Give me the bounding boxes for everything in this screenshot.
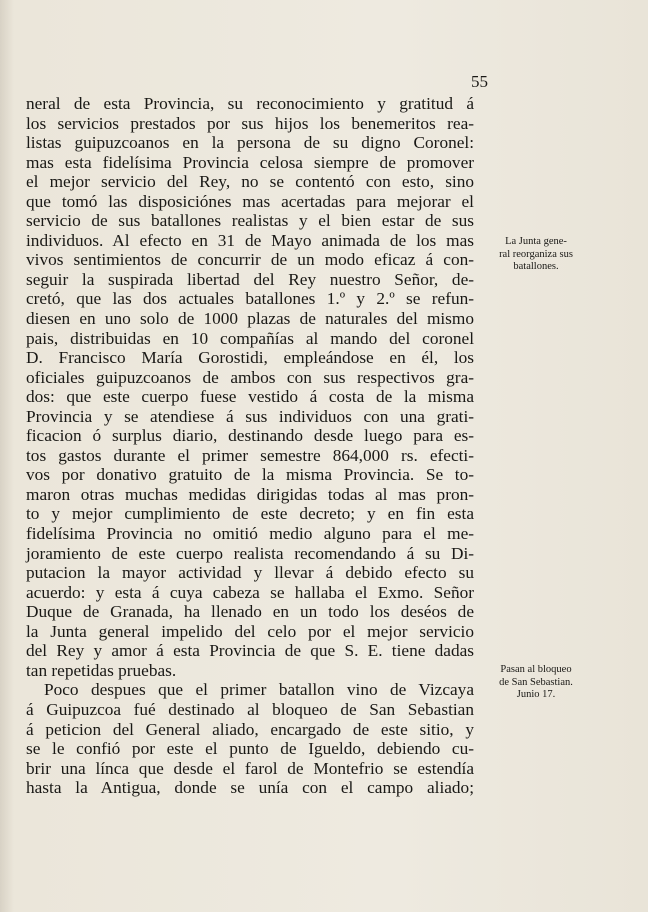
text-line: tos gastos durante el primer semestre 864,000 rs. efecti- [26, 445, 474, 465]
text-line: brir una línca que desde el farol de Montefrio se estendía [26, 758, 474, 778]
margin-note-line: ral reorganiza sus [499, 248, 573, 260]
text-line: vos por donativo gratuito de la misma Provincia. Se to- [26, 465, 474, 485]
text-line: putacion la mayor actividad y llevar á debido efecto su [26, 563, 474, 583]
text-line: seguir la suspirada libertad del Rey nuestro Señor, de- [26, 269, 474, 289]
text-line: acuerdo: y esta á cuya cabeza se hallaba el Exmo. Señor [26, 582, 474, 602]
margin-note-line: batallones. [513, 261, 559, 272]
text-line: diesen en uno solo de 1000 plazas de naturales del mismo [26, 309, 474, 329]
text-line: los servicios prestados por sus hijos los benemeritos rea- [26, 113, 474, 133]
text-line: pais, distribuidas en 10 compañías al mando del coronel [26, 328, 474, 348]
margin-note-line: Pasan al bloqueo [500, 664, 572, 675]
margin-note-junta [480, 236, 592, 274]
text-line: D. Francisco María Gorostidi, empleándose en él, los [26, 348, 474, 368]
text-line: Provincia y se atendiese á sus individuos con una grati- [26, 406, 474, 426]
text-line: fidelísima Provincia no omitió medio alguno para el me- [26, 524, 474, 544]
text-line: vivos sentimientos de concurrir de un modo eficaz á con- [26, 250, 474, 270]
text-line: individuos. Al efecto en 31 de Mayo animada de los mas [26, 230, 474, 250]
text-line: joramiento de este cuerpo realista recomendando á su Di- [26, 543, 474, 563]
text-line: del Rey y amor á esta Provincia de que S. E. tiene dadas [26, 641, 474, 661]
margin-note-line: de San Sebastian. [499, 676, 573, 688]
text-line: Duque de Granada, ha llenado en un todo los deséos de [26, 602, 474, 622]
text-line: to y mejor cumplimiento de este decreto; y en fin esta [26, 504, 474, 524]
text-line: servicio de sus batallones realistas y el bien estar de sus [26, 211, 474, 231]
text-line: el mejor servicio del Rey, no se contentó con esto, sino [26, 172, 474, 192]
page-number: 55 [471, 72, 488, 91]
text-line: que tomó las disposiciónes mas acertadas para mejorar el [26, 191, 474, 211]
margin-note-bloqueo [480, 664, 592, 702]
text-line: hasta la Antigua, donde se unía con el campo aliado; [26, 778, 474, 798]
text-line: á Guipuzcoa fué destinado al bloqueo de San Sebastian [26, 699, 474, 719]
text-line: maron otras muchas medidas dirigidas todas al mas pron- [26, 484, 474, 504]
text-line: tan repetidas pruebas. [26, 660, 177, 680]
text-line: mas esta fidelísima Provincia celosa siempre de promover [26, 152, 474, 172]
text-line: cretó, que las dos actuales batallones 1.º y 2.º se refun- [26, 289, 474, 309]
text-line: á peticion del General aliado, encargado de este sitio, y [26, 719, 474, 739]
text-line: se le confió por este el punto de Igueldo, debiendo cu- [26, 739, 474, 759]
body-text [26, 94, 474, 798]
text-line: oficiales guipuzcoanos de ambos con sus respectivos gra- [26, 367, 474, 387]
margin-note-line: La Junta gene- [505, 236, 567, 247]
margin-note-line: Junio 17. [516, 689, 556, 700]
text-line: listas guipuzcoanos en la persona de su digno Coronel: [26, 133, 474, 153]
text-line: dos: que este cuerpo fuese vestido á costa de la misma [26, 387, 474, 407]
text-line: la Junta general impelido del celo por el mejor servicio [26, 621, 474, 641]
text-line: ficacion ó surplus diario, destinando desde luego para es- [26, 426, 474, 446]
text-line: neral de esta Provincia, su reconocimiento y gratitud á [26, 94, 474, 113]
text-line: Poco despues que el primer batallon vino de Vizcaya [44, 680, 474, 700]
